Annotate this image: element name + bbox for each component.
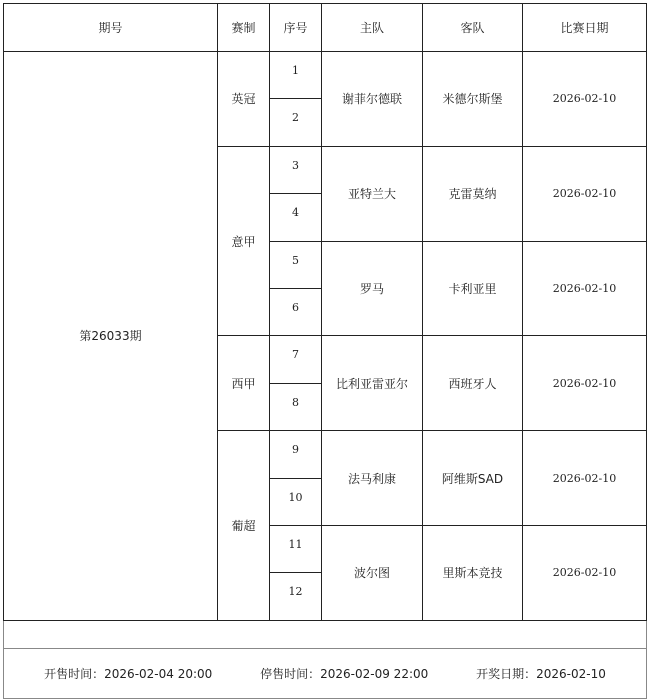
home-team: 波尔图	[322, 525, 423, 620]
sale-start: 开售时间：2026-02-04 20:00	[44, 666, 213, 681]
league-cell: 西甲	[218, 336, 270, 431]
sale-end: 停售时间：2026-02-09 22:00	[260, 666, 429, 681]
match-date: 2026-02-10	[523, 52, 647, 147]
league-cell: 葡超	[218, 431, 270, 621]
empty-row	[4, 620, 647, 648]
header-issue: 期号	[4, 4, 218, 52]
header-league: 赛制	[218, 4, 270, 52]
match-number: 2	[270, 99, 322, 146]
away-team: 卡利亚里	[423, 241, 523, 336]
match-number: 4	[270, 194, 322, 241]
match-number: 7	[270, 336, 322, 383]
match-number: 6	[270, 288, 322, 335]
home-team: 罗马	[322, 241, 423, 336]
match-date: 2026-02-10	[523, 241, 647, 336]
away-team: 西班牙人	[423, 336, 523, 431]
header-away: 客队	[423, 4, 523, 52]
match-date: 2026-02-10	[523, 146, 647, 241]
home-team: 亚特兰大	[322, 146, 423, 241]
home-team: 比利亚雷亚尔	[322, 336, 423, 431]
match-number: 9	[270, 431, 322, 478]
home-team: 谢菲尔德联	[322, 52, 423, 147]
match-number: 10	[270, 478, 322, 525]
away-team: 里斯本竞技	[423, 525, 523, 620]
match-number: 11	[270, 525, 322, 572]
header-row	[4, 4, 647, 52]
away-team: 阿维斯SAD	[423, 431, 523, 526]
header-home: 主队	[322, 4, 423, 52]
match-number: 3	[270, 146, 322, 193]
header-date: 比赛日期	[523, 4, 647, 52]
league-cell: 英冠	[218, 52, 270, 147]
home-team: 法马利康	[322, 431, 423, 526]
issue-cell: 第26033期	[4, 52, 218, 621]
draw-date: 开奖日期：2026-02-10	[476, 666, 606, 681]
away-team: 克雷莫纳	[423, 146, 523, 241]
league-cell: 意甲	[218, 146, 270, 336]
table-row	[4, 52, 647, 99]
match-number: 5	[270, 241, 322, 288]
away-team: 米德尔斯堡	[423, 52, 523, 147]
match-number: 1	[270, 52, 322, 99]
match-date: 2026-02-10	[523, 525, 647, 620]
match-number: 8	[270, 383, 322, 430]
header-number: 序号	[270, 4, 322, 52]
match-table	[3, 3, 647, 699]
match-number: 12	[270, 573, 322, 620]
match-date: 2026-02-10	[523, 431, 647, 526]
match-date: 2026-02-10	[523, 336, 647, 431]
footer-row	[4, 648, 647, 698]
